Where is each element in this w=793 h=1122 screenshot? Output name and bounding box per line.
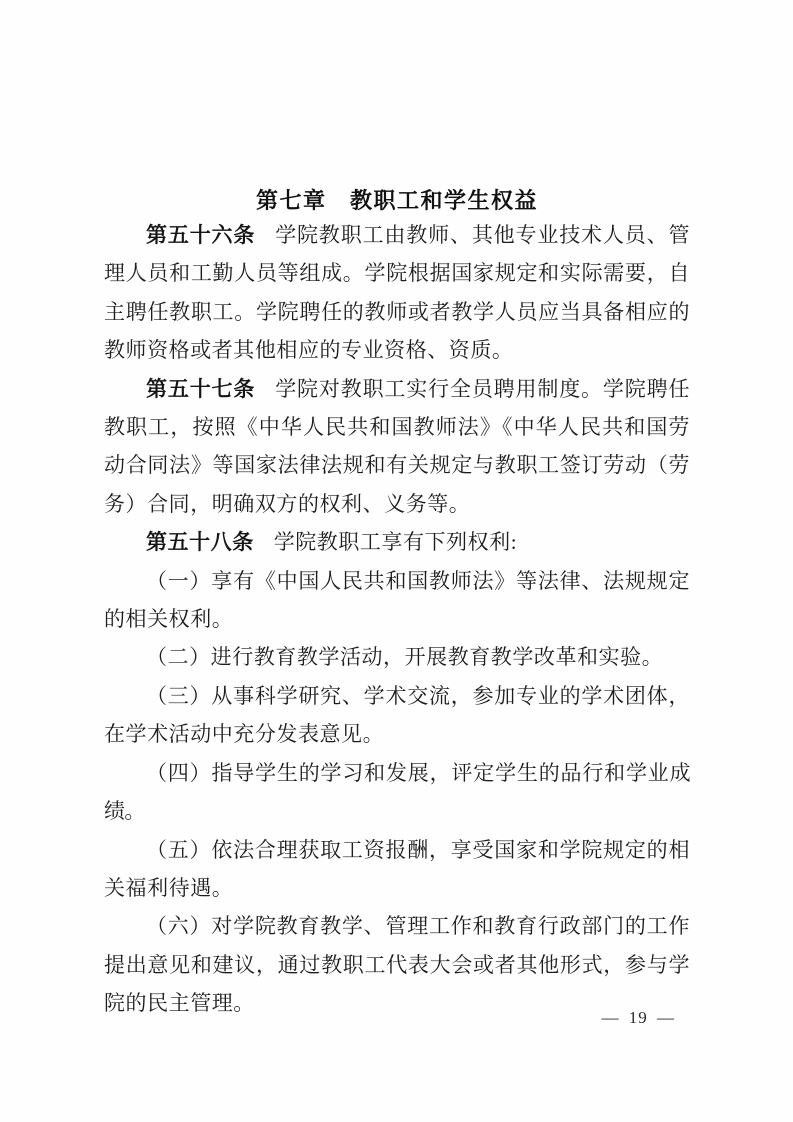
item-text: （三）从事科学研究、学术交流，参加专业的学术团体，在学术活动中充分发表意见。 <box>104 683 690 747</box>
article-paragraph <box>104 216 690 370</box>
article-number: 第五十六条 <box>146 223 256 247</box>
list-item-paragraph <box>104 638 690 676</box>
list-item-paragraph <box>104 831 690 908</box>
item-text: （四）指导学生的学习和发展，评定学生的品行和学业成绩。 <box>104 760 690 824</box>
item-text: （五）依法合理获取工资报酬，享受国家和学院规定的相关福利待遇。 <box>104 837 690 900</box>
article-paragraph <box>104 370 690 524</box>
page-number: — 19 — <box>601 1008 675 1027</box>
article-number: 第五十八条 <box>146 530 254 555</box>
list-item-paragraph <box>104 562 690 639</box>
document-content <box>104 0 690 1023</box>
article-paragraph <box>104 523 690 561</box>
article-text: 学院教职工享有下列权利: <box>273 530 518 555</box>
article-text: 学院教职工由教师、其他专业技术人员、管理人员和工勤人员等组成。学院根据国家规定和实际需要，自主聘任教职工。学院聘任的教师或者教学人员应当具备相应的教师资格或者其他相应的专业资格、资质。 <box>104 223 691 363</box>
chapter-title: 第七章 教职工和学生权益 <box>255 188 538 213</box>
document-body <box>104 216 690 1023</box>
article-number: 第五十七条 <box>146 376 256 401</box>
article-text: 学院对教职工实行全员聘用制度。学院聘任教职工，按照《中华人民共和国教师法》《中华人民共和国劳动合同法》等国家法律法规和有关规定与教职工签订劳动（劳务）合同，明确双方的权利、义务等。 <box>104 376 691 516</box>
list-item-paragraph <box>104 907 690 1022</box>
list-item-paragraph <box>104 677 690 754</box>
item-text: （二）进行教育教学活动，开展教育教学改革和实验。 <box>146 645 664 670</box>
item-text: （一）享有《中国人民共和国教师法》等法律、法规规定的相关权利。 <box>104 568 690 632</box>
item-text: （六）对学院教育教学、管理工作和教育行政部门的工作提出意见和建议，通过教职工代表大会或者其他形式，参与学院的民主管理。 <box>104 914 690 1016</box>
list-item-paragraph <box>104 754 690 831</box>
